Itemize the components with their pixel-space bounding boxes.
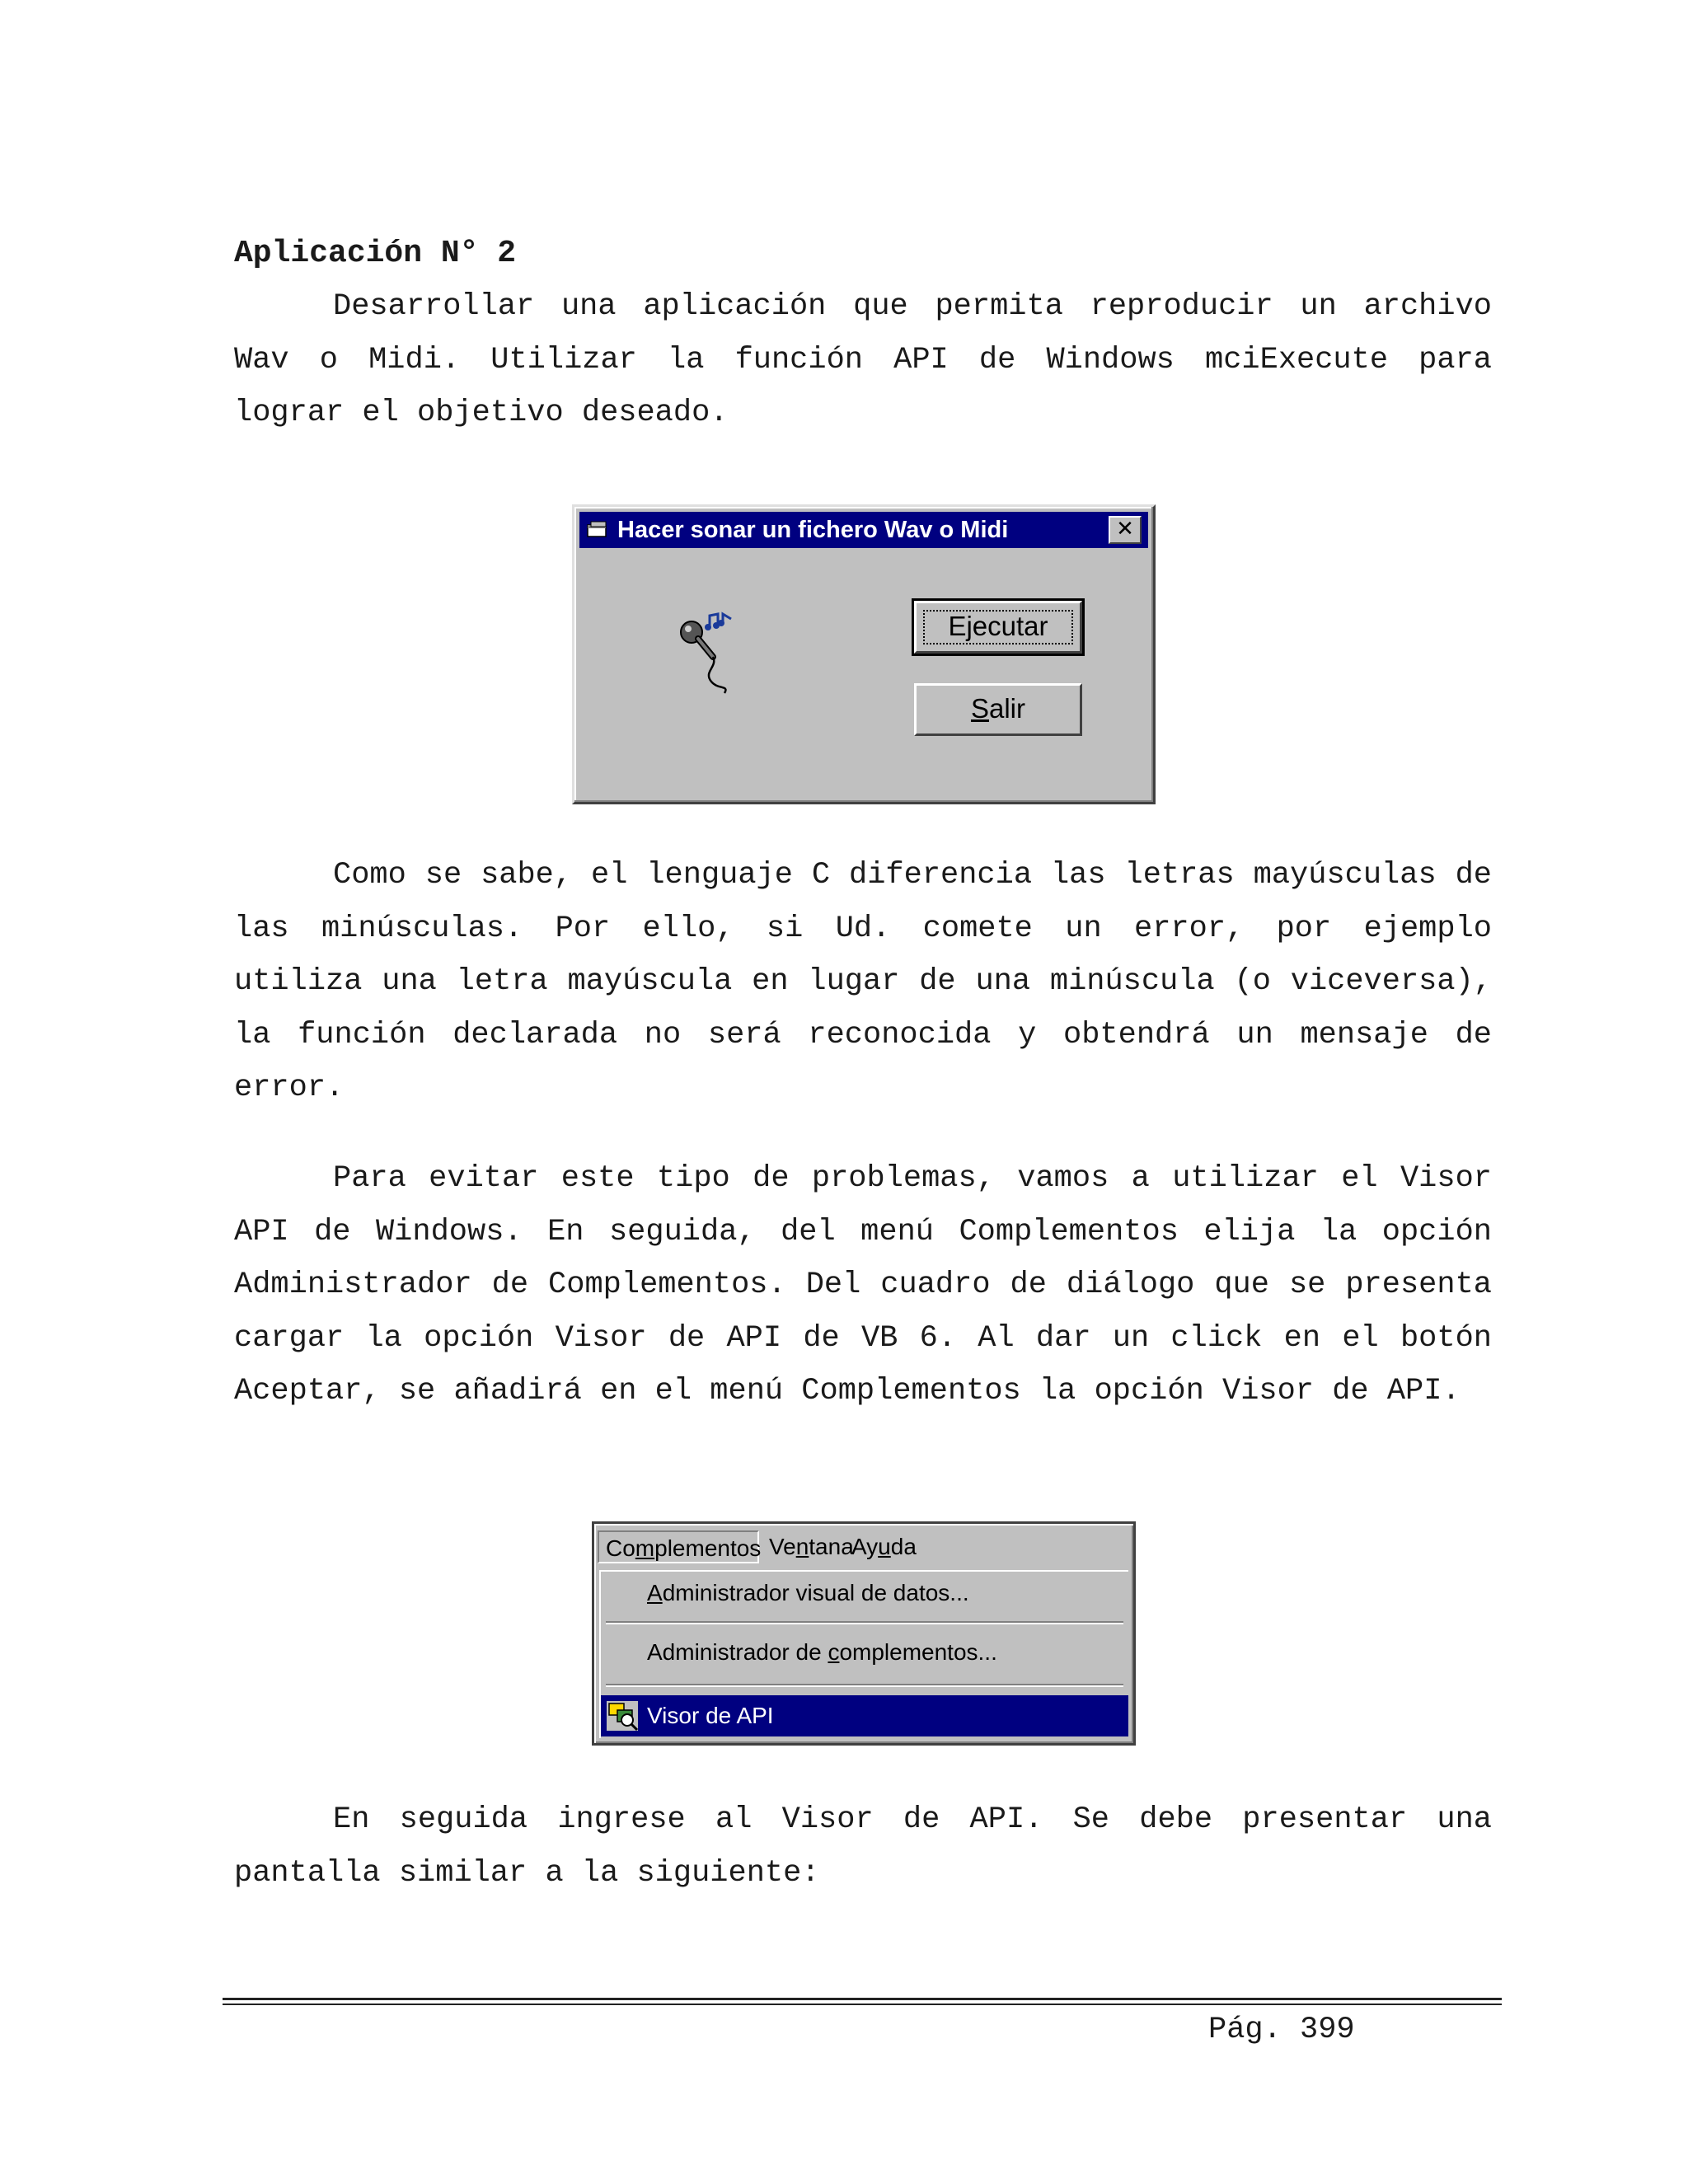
menu-item-label: Administrador visual de datos... [647,1580,969,1605]
menu-complementos[interactable]: Complementos [598,1530,759,1563]
paragraph-intro: Desarrollar una aplicación que permita reproducir un archivo Wav o Midi. Utilizar la función API de Windows mciExecute para lograr el objetivo deseado. [234,289,1492,431]
page-number: Pág. 399 [1208,2013,1355,2047]
menu-item-visor-api[interactable] [601,1695,1128,1736]
footer-rule [223,2004,1502,2005]
close-icon: ✕ [1116,517,1134,541]
microphone-music-icon [670,611,753,701]
ejecutar-button-label: Ejecutar [948,611,1048,641]
paragraph-api-viewer-steps: Para evitar este tipo de problemas, vamos a utilizar el Visor API de Windows. En seguida, del menú Complementos elija la opción Administrador de Complementos. Del cuadro de diálogo que se presenta cargar la opción Visor de API de VB 6. Al dar un click en el botón Aceptar, se añadirá en el menú Complementos la opción Visor de API. [234,1161,1492,1409]
menu-item-administrador-visual-datos[interactable] [601,1573,1128,1613]
paragraph-enter-viewer: En seguida ingrese al Visor de API. Se debe presentar una pantalla similar a la siguiente: [234,1802,1492,1891]
dialog-title: Hacer sonar un fichero Wav o Midi [617,517,1009,543]
menu-ventana[interactable]: Ventana [769,1534,854,1559]
footer-rule [223,1998,1502,2000]
play-sound-dialog [572,504,1156,804]
menu-item-administrador-complementos[interactable] [601,1633,1128,1672]
close-button[interactable] [1109,516,1142,544]
menu-item-label: Administrador de complementos... [647,1639,997,1665]
salir-button-label: Salir [970,693,1026,724]
window-app-icon [586,520,609,540]
api-viewer-icon [606,1700,639,1732]
complementos-dropdown [599,1570,1128,1738]
menu-ayuda[interactable]: Ayuda [851,1534,917,1559]
salir-button[interactable] [914,683,1082,736]
paragraph-case-sensitivity: Como se sabe, el lenguaje C diferencia las letras mayúsculas de las minúsculas. Por ello, si Ud. comete un error, por ejemplo utiliza una letra mayúscula en lugar de una minúscula (o viceversa), la función declarada no será reconocida y obtendrá un mensaje de error. [234,858,1492,1106]
dialog-titlebar [579,512,1148,548]
menu-bar [598,1527,1130,1567]
ejecutar-button[interactable] [914,601,1082,654]
section-heading: Aplicación N° 2 [234,236,517,271]
menu-item-label: Visor de API [647,1703,774,1728]
menu-separator [606,1621,1123,1624]
menu-separator [606,1684,1123,1687]
complementos-menu-screenshot [592,1521,1136,1746]
